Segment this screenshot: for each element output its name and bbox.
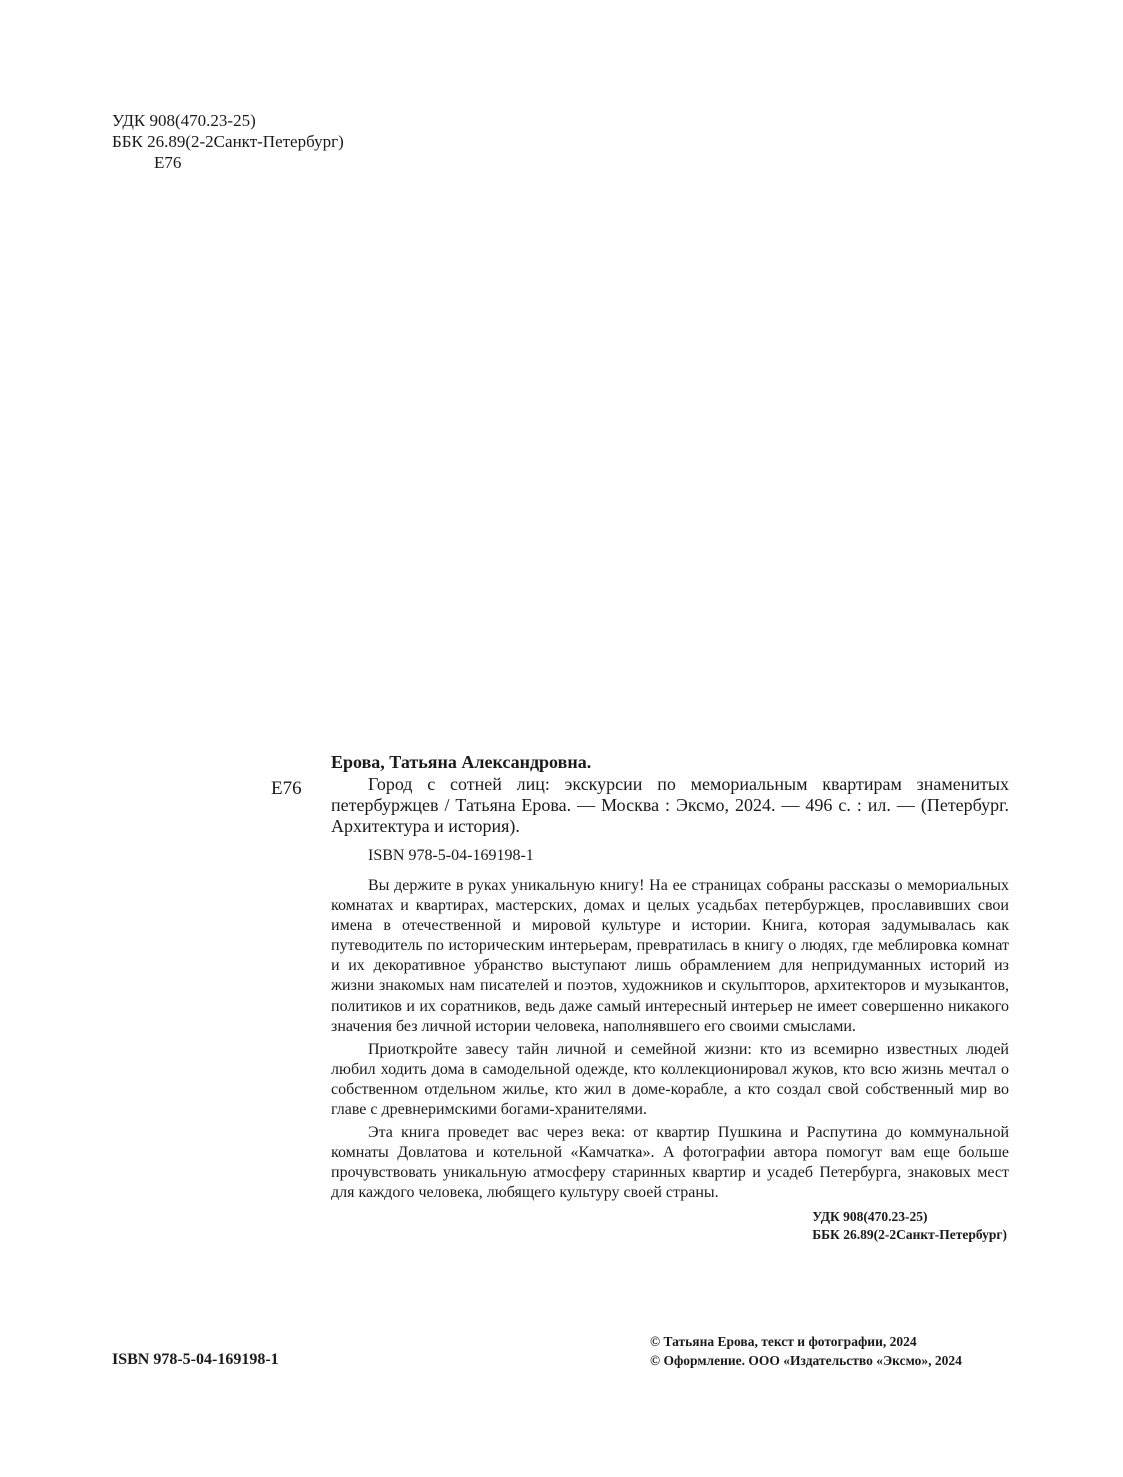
footer-isbn: ISBN 978-5-04-169198-1 xyxy=(112,1351,279,1368)
author-name: Ерова, Татьяна Александровна. xyxy=(331,752,592,772)
classification-codes-top xyxy=(112,110,344,173)
record-isbn: ISBN 978-5-04-169198-1 xyxy=(368,847,534,864)
copyright-text-photos: © Татьяна Ерова, текст и фотографии, 2024 xyxy=(650,1334,917,1349)
copyright-block xyxy=(650,1332,962,1370)
bbk-code: ББК 26.89(2-2Санкт-Петербург) xyxy=(112,132,344,151)
annotation-paragraph: Вы держите в руках уникальную книгу! На ее страницах собраны рассказы о мемориальных комнатах и квартирах, мастерских, домах и целых усадьбах петербуржцев, прославивших свои имена в отечественной и мировой культуре и истории. Книга, которая задумывалась как путеводитель по историческим интерьерам, превратилась в книгу о людях, где меблировка комнат и их декоративное убранство выступают лишь обрамлением для непридуманных историй из жизни знакомых нам писателей и поэтов, художников и скульпторов, архитекторов и музыкантов, политиков и их соратников, ведь даже самый интересный интерьер не имеет совершенно никакого значения без личной истории человека, наполнявшего его своими смыслами. xyxy=(331,877,1009,1035)
annotation xyxy=(331,876,1009,1204)
annotation-paragraph: Эта книга проведет вас через века: от квартир Пушкина и Распутина до коммунальной комнаты Довлатова и котельной «Камчатка». А фотографии автора помогут вам еще больше прочувствовать уникальную атмосферу старинных квартир и усадеб Петербурга, знаковых мест для каждого человека, любящего культуру своей страны. xyxy=(331,1124,1009,1202)
bibliographic-record xyxy=(331,752,1009,1244)
classification-codes-bottom xyxy=(331,1208,1009,1244)
copyright-design: © Оформление. ООО «Издательство «Эксмо», 2024 xyxy=(650,1353,962,1368)
title-statement: Город с сотней лиц: экскурсии по мемориальным квартирам знаменитых петербуржцев / Татьяна Ерова. — Москва : Эксмо, 2024. — 496 с. : ил. — (Петербург. Архитектура и история). xyxy=(331,774,1009,836)
udk-code-bottom: УДК 908(470.23-25) xyxy=(812,1208,928,1224)
record-author-mark: Е76 xyxy=(271,778,302,799)
author-mark-code: Е76 xyxy=(154,153,182,172)
udk-code: УДК 908(470.23-25) xyxy=(112,111,256,130)
bbk-code-bottom: ББК 26.89(2-2Санкт-Петербург) xyxy=(812,1226,1007,1242)
annotation-paragraph: Приоткройте завесу тайн личной и семейной жизни: кто из всемирно известных людей любил ходить дома в самодельной одежде, кто коллекционировал жуков, кто всю жизнь мечтал о собственном отдельном жилье, кто жил в доме-корабле, а кто создал свой собственный мир во главе с древнеримскими богами-хранителями. xyxy=(331,1040,1009,1119)
